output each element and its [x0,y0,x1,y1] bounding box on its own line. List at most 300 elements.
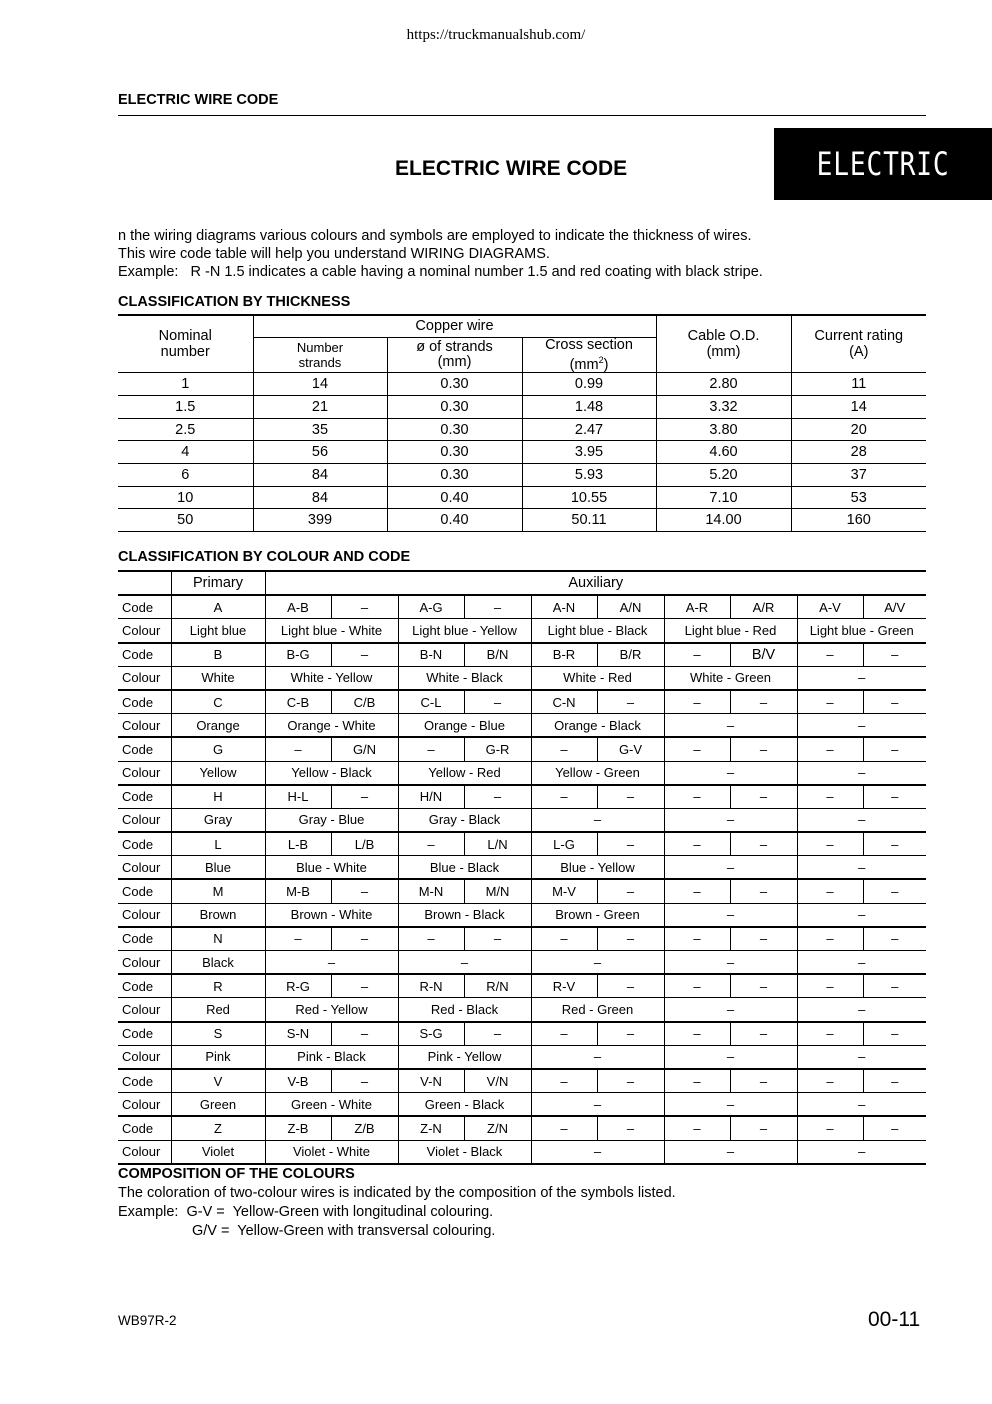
thickness-table [118,314,926,532]
code-cell: – [331,643,398,667]
table-cell: 6 [118,464,253,487]
code-row [118,879,926,903]
table-cell: 399 [253,509,387,532]
code-label: Code [118,643,171,667]
table-row [118,486,926,509]
colour-cell: Light blue - Yellow [398,619,531,643]
section-tab [774,128,992,200]
code-row [118,1116,926,1140]
header-nominal: Nominal number [118,315,253,373]
intro-line: Example: R -N 1.5 indicates a cable having a nominal number 1.5 and red coating with black stripe. [118,264,763,280]
code-cell: – [664,785,730,809]
colour-row [118,666,926,690]
colour-row [118,808,926,832]
table-cell: 1.5 [118,396,253,419]
colour-cell: – [664,714,797,738]
colour-cell: – [664,761,797,785]
code-cell: – [398,737,464,761]
colour-label: Colour [118,1093,171,1117]
colour-label: Colour [118,903,171,927]
table-cell: 1.48 [522,396,656,419]
code-cell: – [664,690,730,714]
colour-cell: Yellow - Green [531,761,664,785]
table-row [118,373,926,396]
colour-cell: – [531,808,664,832]
code-cell: – [398,927,464,951]
table-cell: 4 [118,441,253,464]
colour-cell: White - Yellow [265,666,398,690]
code-cell: – [730,1116,797,1140]
code-cell: L/N [464,832,531,856]
colour-cell: Violet - White [265,1140,398,1164]
table-cell: 5.20 [656,464,791,487]
code-cell: – [863,785,926,809]
code-cell: G/N [331,737,398,761]
thickness-section-title: CLASSIFICATION BY THICKNESS [118,294,351,310]
table-cell: 2.47 [522,418,656,441]
code-cell: – [531,1022,597,1046]
code-cell: – [730,1069,797,1093]
running-header: ELECTRIC WIRE CODE [118,92,279,108]
code-cell: C-L [398,690,464,714]
code-cell: – [531,1069,597,1093]
code-cell: – [863,879,926,903]
table-cell: 21 [253,396,387,419]
colour-label: Colour [118,619,171,643]
colour-label: Colour [118,1140,171,1164]
code-cell: A/R [730,595,797,619]
table-cell: 0.30 [387,441,522,464]
colour-section-title: CLASSIFICATION BY COLOUR AND CODE [118,549,411,565]
code-cell: – [331,927,398,951]
colour-cell: Light blue - Red [664,619,797,643]
code-cell: A/V [863,595,926,619]
code-cell: – [531,1116,597,1140]
table-cell: 28 [791,441,926,464]
code-cell: – [863,832,926,856]
code-cell: C/B [331,690,398,714]
table-cell: 50.11 [522,509,656,532]
table-cell: 2.80 [656,373,791,396]
colour-cell: Orange - Black [531,714,664,738]
code-cell: R-N [398,974,464,998]
colour-cell: – [797,903,926,927]
code-cell: – [597,785,664,809]
colour-cell: Light blue - Green [797,619,926,643]
code-row [118,927,926,951]
colour-cell: – [664,1045,797,1069]
code-cell: – [664,643,730,667]
code-label: Code [118,737,171,761]
code-cell: V/N [464,1069,531,1093]
code-cell: – [664,737,730,761]
colour-cell: – [797,951,926,975]
colour-cell: – [265,951,398,975]
code-cell: – [797,1116,863,1140]
colour-cell: Pink [171,1045,265,1069]
code-label: Code [118,879,171,903]
code-cell: – [464,595,531,619]
code-cell: – [664,1022,730,1046]
table-cell: 3.32 [656,396,791,419]
code-cell: H/N [398,785,464,809]
table-row [118,396,926,419]
colour-cell: Red [171,998,265,1022]
code-label: Code [118,595,171,619]
code-cell: M-B [265,879,331,903]
header-rule [118,115,926,116]
code-cell: B/R [597,643,664,667]
table-cell: 1 [118,373,253,396]
colour-row [118,903,926,927]
colour-cell: – [797,761,926,785]
code-cell: A-V [797,595,863,619]
colour-cell: – [797,856,926,880]
colour-cell: – [797,998,926,1022]
table-cell: 0.30 [387,464,522,487]
colour-cell: Violet - Black [398,1140,531,1164]
colour-row [118,856,926,880]
composition-example: Example: G-V = Yellow-Green with longitudinal colouring. [118,1204,494,1220]
code-label: Code [118,974,171,998]
colour-cell: – [664,856,797,880]
code-cell: – [730,832,797,856]
colour-cell: Pink - Yellow [398,1045,531,1069]
table-cell: 5.93 [522,464,656,487]
header-cross-section: Cross section $(mm^2)$ [522,337,656,373]
code-cell: – [730,927,797,951]
table-row [118,509,926,532]
code-cell: – [797,643,863,667]
colour-cell: Brown [171,903,265,927]
colour-cell: Gray [171,808,265,832]
code-cell: – [597,974,664,998]
colour-cell: Blue - Yellow [531,856,664,880]
code-cell: – [797,1022,863,1046]
code-cell: – [597,1022,664,1046]
colour-cell: – [797,1140,926,1164]
colour-cell: – [797,714,926,738]
colour-cell: Green [171,1093,265,1117]
colour-cell: Red - Green [531,998,664,1022]
table-cell: 84 [253,464,387,487]
colour-cell: Pink - Black [265,1045,398,1069]
code-cell: – [863,927,926,951]
intro-text [118,227,763,281]
code-row [118,737,926,761]
colour-cell: White - Green [664,666,797,690]
composition-section [118,1165,676,1241]
colour-cell: – [664,1093,797,1117]
code-cell: – [863,737,926,761]
code-cell: – [730,737,797,761]
colour-cell: – [797,808,926,832]
code-cell: – [464,1022,531,1046]
code-row [118,974,926,998]
code-cell: Z/B [331,1116,398,1140]
code-cell: – [597,1069,664,1093]
code-cell: A-N [531,595,597,619]
code-cell: A-G [398,595,464,619]
code-cell: – [331,595,398,619]
code-cell: A/N [597,595,664,619]
code-cell: Z/N [464,1116,531,1140]
code-cell: G [171,737,265,761]
section-tab-label: ELECTRIC [816,145,950,183]
code-cell: Z-B [265,1116,331,1140]
colour-label: Colour [118,808,171,832]
table-cell: 2.5 [118,418,253,441]
colour-label: Colour [118,998,171,1022]
colour-code-table [118,570,926,1165]
colour-label: Colour [118,666,171,690]
colour-row [118,619,926,643]
colour-cell: – [797,666,926,690]
code-cell: M-V [531,879,597,903]
code-label: Code [118,832,171,856]
code-cell: – [398,832,464,856]
composition-title: COMPOSITION OF THE COLOURS [118,1166,355,1182]
colour-cell: Red - Black [398,998,531,1022]
colour-label: Colour [118,714,171,738]
page-title: ELECTRIC WIRE CODE [395,157,628,180]
colour-cell: White - Black [398,666,531,690]
code-cell: M/N [464,879,531,903]
colour-cell: Orange - Blue [398,714,531,738]
code-cell: S-N [265,1022,331,1046]
code-cell: L-B [265,832,331,856]
header-diameter: ø of strands (mm) [387,337,522,373]
code-row [118,1069,926,1093]
table-cell: 37 [791,464,926,487]
table-cell: 0.30 [387,418,522,441]
colour-row [118,761,926,785]
code-cell: C-N [531,690,597,714]
table-row [118,418,926,441]
code-row [118,690,926,714]
colour-cell: Gray - Blue [265,808,398,832]
code-row [118,643,926,667]
code-cell: – [730,879,797,903]
colour-row [118,1093,926,1117]
code-cell: – [863,974,926,998]
code-cell: A-B [265,595,331,619]
code-cell: – [863,1022,926,1046]
colour-label: Colour [118,761,171,785]
code-cell: M-N [398,879,464,903]
table-cell: 0.40 [387,509,522,532]
code-cell: S [171,1022,265,1046]
code-cell: H [171,785,265,809]
code-cell: A-R [664,595,730,619]
code-cell: C-B [265,690,331,714]
code-cell: C [171,690,265,714]
code-cell: L/B [331,832,398,856]
code-cell: – [531,785,597,809]
footer-page-number: 00-11 [868,1308,921,1331]
code-cell: – [331,974,398,998]
code-cell: B-R [531,643,597,667]
colour-cell: – [531,951,664,975]
code-cell: – [331,1069,398,1093]
corner-cell [118,571,171,595]
code-cell: – [797,737,863,761]
code-label: Code [118,927,171,951]
colour-cell: Red - Yellow [265,998,398,1022]
code-cell: – [331,1022,398,1046]
code-cell: – [863,690,926,714]
code-cell: R [171,974,265,998]
code-row [118,832,926,856]
composition-example: G/V = Yellow-Green with transversal colouring. [192,1223,496,1239]
table-cell: 35 [253,418,387,441]
table-cell: 56 [253,441,387,464]
colour-cell: Light blue [171,619,265,643]
code-cell: R-G [265,974,331,998]
table-cell: 20 [791,418,926,441]
code-cell: – [664,879,730,903]
colour-row [118,1140,926,1164]
code-cell: – [464,927,531,951]
code-label: Code [118,1022,171,1046]
code-cell: – [797,1069,863,1093]
code-cell: – [265,927,331,951]
colour-cell: Orange - White [265,714,398,738]
colour-cell: Green - Black [398,1093,531,1117]
code-cell: R-V [531,974,597,998]
code-cell: – [664,974,730,998]
code-cell: – [664,927,730,951]
code-cell: B-N [398,643,464,667]
table-cell: 10.55 [522,486,656,509]
table-row [118,464,926,487]
code-cell: – [797,785,863,809]
colour-cell: Green - White [265,1093,398,1117]
colour-cell: White [171,666,265,690]
code-cell: Z-N [398,1116,464,1140]
code-cell: – [597,879,664,903]
code-cell: – [597,690,664,714]
table-cell: 14 [791,396,926,419]
colour-cell: Blue - Black [398,856,531,880]
table-cell: 4.60 [656,441,791,464]
code-cell: R/N [464,974,531,998]
colour-cell: Brown - Black [398,903,531,927]
code-row [118,785,926,809]
code-cell: – [464,690,531,714]
table-cell: 14 [253,373,387,396]
code-cell: – [597,927,664,951]
code-cell: B/V [730,643,797,667]
header-strands: Number strands [253,337,387,373]
code-cell: A [171,595,265,619]
table-cell: 11 [791,373,926,396]
code-cell: B/N [464,643,531,667]
code-row [118,1022,926,1046]
colour-cell: – [664,1140,797,1164]
colour-cell: – [664,998,797,1022]
table-cell: 53 [791,486,926,509]
primary-header: Primary [171,571,265,595]
code-cell: – [531,737,597,761]
code-cell: V [171,1069,265,1093]
colour-cell: Yellow [171,761,265,785]
intro-line: n the wiring diagrams various colours and symbols are employed to indicate the thickness of wires. [118,228,752,244]
code-cell: – [730,1022,797,1046]
code-cell: – [730,690,797,714]
code-cell: – [730,785,797,809]
colour-cell: Light blue - Black [531,619,664,643]
colour-cell: Brown - White [265,903,398,927]
code-label: Code [118,1116,171,1140]
colour-cell: Yellow - Red [398,761,531,785]
auxiliary-header: Auxiliary [265,571,926,595]
source-url[interactable]: https://truckmanualshub.com/ [406,27,586,43]
colour-cell: – [797,1093,926,1117]
code-label: Code [118,1069,171,1093]
colour-row [118,714,926,738]
table-cell: 3.80 [656,418,791,441]
code-cell: – [797,974,863,998]
colour-cell: Yellow - Black [265,761,398,785]
colour-cell: – [398,951,531,975]
code-row [118,595,926,619]
code-cell: – [265,737,331,761]
code-cell: – [797,832,863,856]
colour-cell: – [531,1045,664,1069]
code-cell: – [797,690,863,714]
table-row [118,441,926,464]
code-cell: G-V [597,737,664,761]
code-label: Code [118,690,171,714]
code-cell: – [464,785,531,809]
colour-row [118,998,926,1022]
code-cell: G-R [464,737,531,761]
code-cell: S-G [398,1022,464,1046]
code-cell: – [863,1069,926,1093]
code-cell: M [171,879,265,903]
code-label: Code [118,785,171,809]
colour-label: Colour [118,951,171,975]
header-current: Current rating (A) [791,315,926,373]
code-cell: – [597,832,664,856]
colour-cell: Blue [171,856,265,880]
code-cell: V-N [398,1069,464,1093]
code-cell: – [797,879,863,903]
footer-model: WB97R-2 [118,1313,177,1328]
code-cell: L [171,832,265,856]
code-cell: – [797,927,863,951]
table-cell: 0.30 [387,396,522,419]
intro-line: This wire code table will help you understand WIRING DIAGRAMS. [118,246,550,262]
code-cell: N [171,927,265,951]
colour-row [118,951,926,975]
code-cell: – [331,879,398,903]
code-cell: V-B [265,1069,331,1093]
code-cell: H-L [265,785,331,809]
colour-cell: Violet [171,1140,265,1164]
colour-cell: – [797,1045,926,1069]
code-cell: – [597,1116,664,1140]
table-cell: 3.95 [522,441,656,464]
colour-label: Colour [118,1045,171,1069]
code-cell: – [331,785,398,809]
code-cell: – [664,832,730,856]
code-cell: – [863,1116,926,1140]
colour-cell: Blue - White [265,856,398,880]
table-cell: 0.99 [522,373,656,396]
code-cell: – [664,1069,730,1093]
